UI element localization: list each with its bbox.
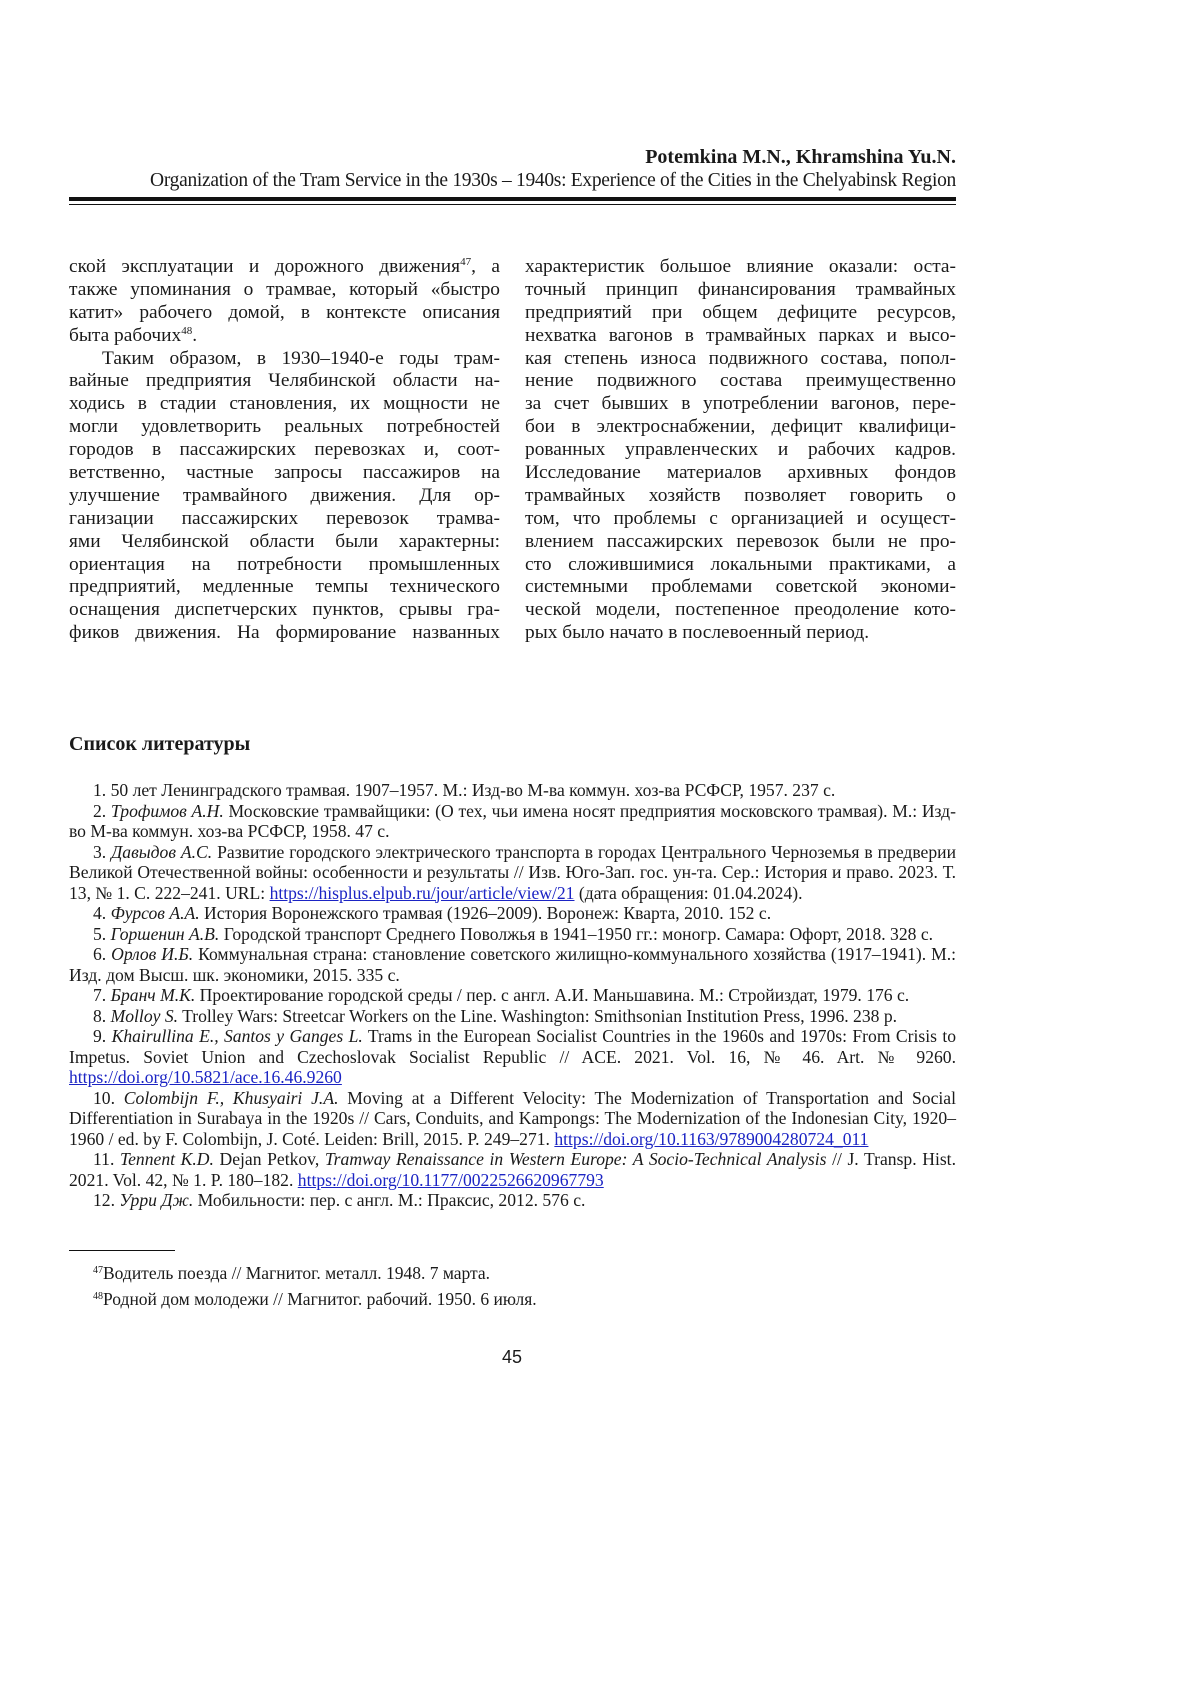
reference-author: Khairullina E., Santos y Ganges L.: [111, 1026, 363, 1046]
reference-text: 10.: [93, 1087, 124, 1108]
header-rule-thick: [69, 197, 956, 201]
reference-item: [69, 1088, 956, 1150]
reference-link[interactable]: https://doi.org/10.5821/ace.16.46.9260: [69, 1067, 342, 1087]
text-line: также упоминания о трамвае, который «быстро: [69, 278, 500, 300]
text-line: том, что проблемы с организацией и осущест-: [525, 507, 956, 529]
reference-author: Фурсов А.А.: [110, 903, 200, 923]
text-line: ческой модели, постепенное преодоление кото-: [525, 599, 956, 621]
reference-item: [69, 903, 956, 924]
reference-author: Горшенин А.В.: [110, 923, 220, 944]
text: ской эксплуатации и дорожного движения: [69, 256, 461, 277]
reference-text: Развитие городского электрического транспорта в городах Центрального Черноземья в предверии Великой Отечественной войны: особенности и результаты // Изв. Юго-Зап. гос. ун-та. Сер.: История и право. 2023. Т. 13, № 1. С. 222–241. URL:: [69, 841, 956, 903]
text-line: ями Челябинской области были характерны:: [69, 530, 500, 552]
text-line: улучшение трамвайного движения. Для ор-: [69, 484, 500, 506]
reference-author: Tennent K.D.: [119, 1149, 214, 1169]
reference-author: Tramway Renaissance in Western Europe: A Socio-Technical Analysis: [324, 1149, 827, 1169]
reference-item: [69, 985, 956, 1006]
text-line: предприятий при общем дефиците ресурсов,: [525, 301, 956, 323]
text-line: кая степень износа подвижного состава, попол-: [525, 347, 956, 369]
reference-text: История Воронежского трамвая (1926–2009). Воронеж: Кварта, 2010. 152 с.: [199, 903, 772, 923]
footnote-number: 47: [93, 1265, 103, 1276]
reference-link[interactable]: https://doi.org/10.1177/0022526620967793: [297, 1169, 604, 1190]
reference-item: [69, 924, 956, 945]
footnote-ref-48[interactable]: 48: [181, 324, 193, 337]
reference-text: Trolley Wars: Streetcar Workers on the Line. Washington: Smithsonian Institution Press, 1996. 238 p.: [178, 1005, 898, 1026]
text: быта рабочих: [69, 324, 182, 346]
text-line: фиков движения. На формирование названных: [69, 622, 500, 644]
reference-text: // J. Transp. Hist. 2021. Vol. 42, № 1. P. 180–182.: [69, 1149, 956, 1190]
running-header-title: Organization of the Tram Service in the 1930s – 1940s: Experience of the Cities in the Chelyabinsk Region: [150, 170, 956, 191]
text-line: системными проблемами советской экономи-: [525, 576, 956, 598]
text-line: предприятий, медленные темпы технического: [69, 576, 500, 598]
text-line: оснащения диспетчерских пунктов, срывы гра-: [69, 599, 500, 621]
text-line: катит» рабочего домой, в контексте описания: [69, 301, 500, 323]
page-number: 45: [501, 1347, 523, 1367]
text-line: сто сложившимися локальными практиками, а: [525, 553, 956, 575]
text-line: Таким образом, в 1930–1940-е годы трам-: [102, 347, 500, 369]
text-line: рованных управленческих и рабочих кадров.: [525, 439, 956, 461]
text-line: Исследование материалов архивных фондов: [525, 462, 956, 484]
footnote-47: [93, 1263, 490, 1284]
text-line: характеристик большое влияние оказали: оста-: [525, 256, 956, 277]
text: .: [192, 324, 198, 346]
reference-text: Trams in the European Socialist Countries in the 1960s and 1970s: From Crisis to Impetus. Soviet Union and Czechoslovak Socialist Republic // ACE. 2021. Vol. 16, № 46. Art. № 9260.: [69, 1026, 957, 1067]
references-heading: Список литературы: [69, 733, 251, 755]
reference-text: 3.: [93, 841, 112, 862]
reference-text: Moving at a Different Velocity: The Modernization of Transportation and Social Differentiation in Surabaya in the 1920s // Cars, Conduits, and Kampongs: The Modernization of the Indonesian City, 1920–1960 / ed. by F. Colombijn, J. Coté. Leiden: Brill, 2015. P. 249–271.: [69, 1087, 956, 1149]
reference-item: [69, 801, 956, 842]
reference-item: [69, 944, 956, 985]
reference-text: Dejan Petkov,: [213, 1149, 325, 1169]
text-line: ганизации пассажирских перевозок трамва-: [69, 507, 500, 529]
text-line: нение подвижного состава преимущественно: [525, 370, 956, 392]
text-line: трамвайных хозяйств позволяет говорить о: [525, 484, 956, 506]
reference-text: 5.: [93, 923, 111, 944]
reference-author: Molloy S.: [110, 1005, 179, 1026]
text-line: ходись в стадии становления, их мощности не: [69, 393, 500, 415]
reference-text: 6.: [93, 944, 112, 964]
reference-text: Проектирование городской среды / пер. с англ. А.И. Маньшавина. М.: Стройиздат, 1979. 176 с.: [195, 985, 910, 1005]
reference-text: 12.: [93, 1190, 120, 1210]
text-line: точный принцип финансирования трамвайных: [525, 278, 956, 300]
text-line: бои в электроснабжении, дефицит квалифици-: [525, 416, 956, 438]
reference-author: Бранч М.К.: [110, 985, 196, 1005]
reference-text: 4.: [93, 903, 111, 923]
reference-text: Коммунальная страна: становление советского жилищно-коммунального хозяйства (1917–1941). М.: Изд. дом Высш. шк. экономики, 2015. 335 с.: [69, 944, 957, 985]
reference-item: [69, 1149, 956, 1190]
reference-author: Урри Дж.: [119, 1190, 194, 1210]
reference-item: [69, 780, 956, 801]
running-header-authors: Potemkina M.N., Khramshina Yu.N.: [645, 146, 956, 168]
text-line: за счет бывших в употреблении вагонов, пере-: [525, 393, 956, 415]
reference-text: Городской транспорт Среднего Поволжья в 1941–1950 гг.: моногр. Самара: Офорт, 2018. 328 с.: [219, 923, 934, 944]
reference-link[interactable]: https://hisplus.elpub.ru/jour/article/view/21: [269, 882, 575, 903]
text-line: [69, 256, 500, 279]
reference-author: Трофимов А.Н.: [110, 800, 224, 821]
reference-item: [69, 1190, 956, 1211]
reference-item: [69, 1026, 956, 1088]
reference-link[interactable]: https://doi.org/10.1163/9789004280724_011: [554, 1128, 869, 1149]
body-column-left: [69, 256, 500, 645]
reference-item: [69, 842, 956, 904]
text-line: ветственно, частные запросы пассажиров на: [69, 462, 500, 484]
text-line: [69, 325, 500, 348]
footnote-text: Родной дом молодежи // Магнитог. рабочий. 1950. 6 июля.: [103, 1289, 537, 1309]
references-list: [69, 780, 956, 1211]
body-column-right: [525, 256, 956, 645]
text-line: рых было начато в послевоенный период.: [525, 622, 870, 644]
reference-author: Орлов И.Б.: [111, 944, 194, 964]
text-line: ориентация на потребности промышленных: [69, 553, 500, 575]
footnote-number: 48: [93, 1291, 103, 1302]
text-line: могли удовлетворить реальных потребностей: [69, 416, 500, 438]
reference-item: [69, 1006, 956, 1027]
reference-author: Давыдов А.С.: [111, 841, 213, 862]
reference-text: Мобильности: пер. с англ. М.: Праксис, 2012. 576 с.: [193, 1190, 586, 1210]
reference-text: 9.: [93, 1026, 112, 1046]
footnote-ref-47[interactable]: 47: [460, 256, 472, 268]
reference-author: Colombijn F., Khusyairi J.A.: [123, 1087, 339, 1108]
reference-text: 7.: [93, 985, 111, 1005]
text-line: влением пассажирских перевозок были не про-: [525, 530, 956, 552]
footnote-48: [93, 1289, 537, 1310]
footnote-separator: [69, 1250, 175, 1251]
reference-text: (дата обращения: 01.04.2024).: [574, 882, 803, 903]
reference-text: Московские трамвайщики: (О тех, чьи имена носят предприятия московского трамвая). М.: Изд-во М-ва коммун. хоз-ва РСФСР, 1958. 47 с.: [69, 800, 956, 841]
text-line: вайные предприятия Челябинской области на-: [69, 370, 500, 392]
header-rule-thin: [69, 204, 956, 205]
reference-text: 8.: [93, 1005, 111, 1026]
text: , а: [471, 256, 500, 277]
reference-text: 2.: [93, 800, 111, 821]
reference-text: 1. 50 лет Ленинградского трамвая. 1907–1957. М.: Изд-во М-ва коммун. хоз-ва РСФСР, 1957. 237 с.: [93, 780, 836, 800]
text-line: нехватка вагонов в трамвайных парках и высо-: [525, 324, 956, 346]
text-line: городов в пассажирских перевозках и, соот-: [69, 439, 500, 461]
reference-text: 11.: [93, 1149, 120, 1169]
footnote-text: Водитель поезда // Магнитог. металл. 1948. 7 марта.: [103, 1263, 491, 1283]
